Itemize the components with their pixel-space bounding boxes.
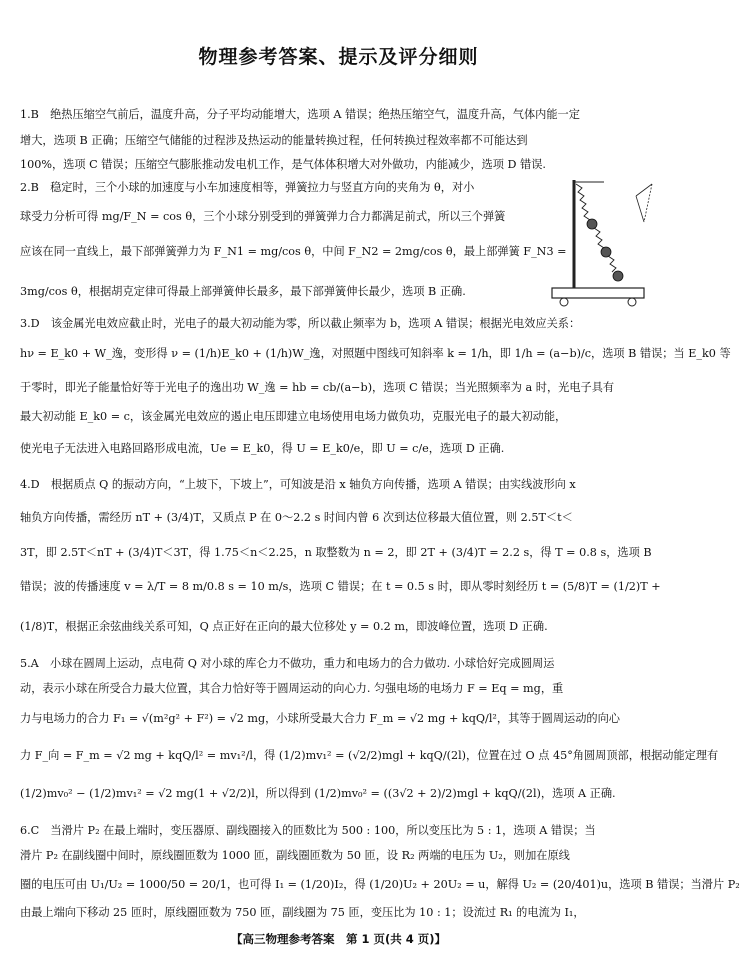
text-line: 球受力分析可得 mg/F_N = cos θ，三个小球分别受到的弹簧弹力合力都满足前式，所以三个弹簧 — [20, 210, 506, 223]
text-line: 使光电子无法进入电路回路形成电流，Ue = E_k0，得 U = E_k0/e，即 U = c/e，选项 D 正确. — [20, 442, 505, 455]
text-line: 4.D 根据质点 Q 的振动方向，“上坡下，下坡上”，可知波是沿 x 轴负方向传播，选项 A 错误；由实线波形向 x — [20, 478, 576, 491]
cart-springs-figure — [548, 176, 660, 308]
text-line: 1.B 绝热压缩空气前后，温度升高，分子平均动能增大，选项 A 错误；绝热压缩空气，温度升高，气体内能一定 — [20, 108, 580, 121]
text-line: 于零时，即光子能量恰好等于光电子的逸出功 W_逸 = hb = cb/(a−b)，选项 C 错误；当光照频率为 a 时，光电子具有 — [20, 381, 615, 394]
text-line: 错误；波的传播速度 v = λ/T = 8 m/0.8 s = 10 m/s，选项 C 错误；在 t = 0.5 s 时，即从零时刻经历 t = (5/8)T = (1/2)T + — [20, 580, 661, 593]
text-line: hν = E_k0 + W_逸，变形得 ν = (1/h)E_k0 + (1/h)W_逸，对照题中图线可知斜率 k = 1/h，即 1/h = (a−b)/c，选项 B 错误；当 E_k0 等 — [20, 347, 731, 360]
text-line: 增大，选项 B 正确；压缩空气储能的过程涉及热运动的能量转换过程，任何转换过程效率都不可能达到 — [20, 134, 528, 147]
text-line: 3mg/cos θ，根据胡克定律可得最上部弹簧伸长最多，最下部弹簧伸长最少，选项 B 正确. — [20, 285, 466, 298]
text-line: 6.C 当滑片 P₂ 在最上端时，变压器原、副线圈接入的匝数比为 500 : 100，所以变压比为 5 : 1，选项 A 错误；当 — [20, 824, 596, 837]
text-line: (1/2)mv₀² − (1/2)mv₁² = √2 mg(1 + √2/2)l，所以得到 (1/2)mv₀² = ((3√2 + 2)/2)mgl + kqQ/(2l)，选项 A 正确. — [20, 787, 616, 800]
text-line: 最大初动能 E_k0 = c，该金属光电效应的遏止电压即建立电场使用电场力做负功，克服光电子的最大初动能， — [20, 410, 567, 423]
page-footer: 【高三物理参考答案 第 1 页(共 4 页)】 — [230, 932, 447, 946]
text-line: 应该在同一直线上，最下部弹簧弹力为 F_N1 = mg/cos θ，中间 F_N2 = 2mg/cos θ，最上部弹簧 F_N3 = — [20, 245, 567, 258]
text-line: 由最上端向下移动 25 匝时，原线圈匝数为 750 匝，副线圈为 75 匝，变压比为 10 : 1；设流过 R₁ 的电流为 I₁， — [20, 906, 585, 919]
text-line: 3T，即 2.5T＜nT + (3/4)T＜3T，得 1.75＜n＜2.25，n 取整数为 n = 2，即 2T + (3/4)T = 2.2 s，得 T = 0.8 s，选项 B — [20, 546, 652, 559]
text-line: 100%，选项 C 错误；压缩空气膨胀推动发电机工作，是气体体积增大对外做功，内能减少，选项 D 错误. — [20, 158, 546, 171]
page-title: 物理参考答案、提示及评分细则 — [198, 46, 479, 68]
text-line: 力 F_向 = F_m = √2 mg + kqQ/l² = mv₁²/l，得 (1/2)mv₁² = (√2/2)mgl + kqQ/(2l)，位置在过 O 点 45°角圆周顶部，根据动能定理有 — [20, 749, 719, 762]
text-line: 动，表示小球在所受合力最大位置，其合力恰好等于圆周运动的向心力. 匀强电场的电场力 F = Eq = mg，重 — [20, 682, 564, 695]
text-line: 3.D 该金属光电效应截止时，光电子的最大初动能为零，所以截止频率为 b，选项 A 错误；根据光电效应关系： — [20, 317, 581, 330]
text-line: 滑片 P₂ 在副线圈中间时，原线圈匝数为 1000 匝，副线圈匝数为 50 匝，设 R₂ 两端的电压为 U₂，则加在原线 — [20, 849, 570, 862]
text-line: (1/8)T，根据正余弦曲线关系可知，Q 点正好在正向的最大位移处 y = 0.2 m，即波峰位置，选项 D 正确. — [20, 620, 548, 633]
text-line: 力与电场力的合力 F₁ = √(m²g² + F²) = √2 mg，小球所受最大合力 F_m = √2 mg + kqQ/l²，其等于圆周运动的向心 — [20, 712, 620, 725]
text-line: 圈的电压可由 U₁/U₂ = 1000/50 = 20/1，也可得 I₁ = (1/20)I₂，得 (1/20)U₂ + 20U₂ = u，解得 U₂ = (20/401)u，选项 B 错误；当滑片 P₂ — [20, 878, 740, 891]
text-line: 2.B 稳定时，三个小球的加速度与小车加速度相等，弹簧拉力与竖直方向的夹角为 θ，对小 — [20, 181, 475, 194]
text-line: 轴负方向传播，需经历 nT + (3/4)T，又质点 P 在 0～2.2 s 时间内曾 6 次到达位移最大值位置，则 2.5T＜t＜ — [20, 511, 573, 524]
text-line: 5.A 小球在圆周上运动，点电荷 Q 对小球的库仑力不做功，重力和电场力的合力做功. 小球恰好完成圆周运 — [20, 657, 555, 670]
